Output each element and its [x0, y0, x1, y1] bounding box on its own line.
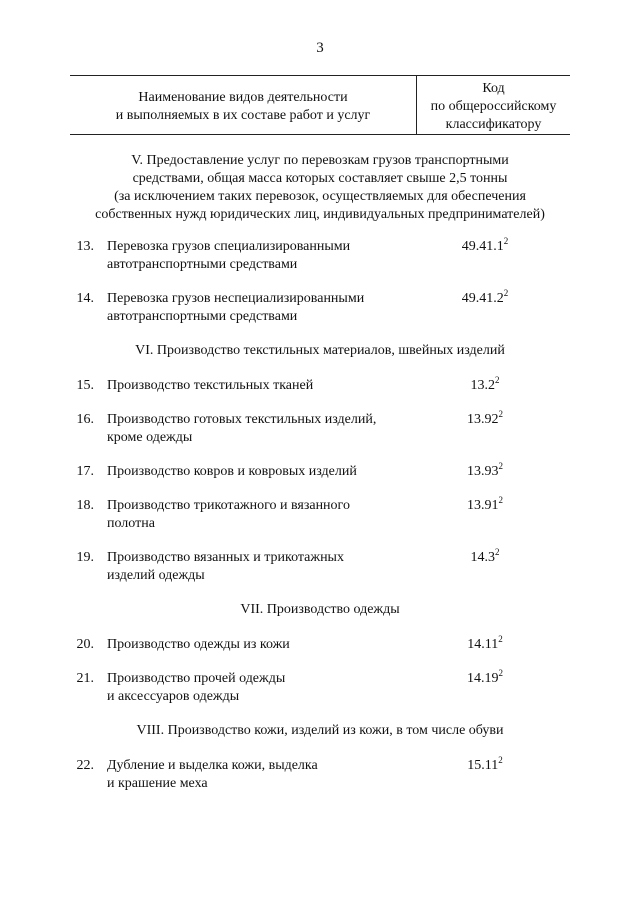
item-name	[107, 411, 437, 447]
header-code-line: по общероссийскому	[430, 99, 557, 114]
item-code	[430, 238, 540, 256]
item-name-line: изделий одежды	[107, 568, 205, 583]
item-code	[430, 377, 540, 395]
header-code-line: Код	[482, 81, 505, 96]
item-name-line: Производство ковров и ковровых изделий	[107, 464, 357, 479]
section-title-line: V. Предоставление услуг по перевозкам грузов транспортными	[131, 153, 509, 168]
page-number: 3	[316, 40, 324, 56]
section-title-v	[70, 152, 570, 224]
item-name	[107, 549, 437, 585]
section-title-line: средствами, общая масса которых составляет свыше 2,5 тонны	[132, 171, 508, 186]
item-code-value: 14.19	[467, 671, 499, 686]
item-code-value: 13.92	[467, 412, 499, 427]
item-number: 21.	[76, 671, 94, 686]
item-code	[430, 290, 540, 308]
item-number: 22.	[76, 758, 94, 773]
section-title-line: VI. Производство текстильных материалов, швейных изделий	[135, 343, 505, 358]
section-title-vi	[70, 342, 570, 360]
footnote-mark: 2	[495, 547, 500, 557]
item-name-line: и крашение меха	[107, 776, 208, 791]
item-number: 20.	[76, 637, 94, 652]
item-name-line: Производство трикотажного и вязанного	[107, 498, 350, 513]
footnote-mark: 2	[495, 375, 500, 385]
footnote-mark: 2	[498, 634, 503, 644]
footnote-mark: 2	[498, 495, 503, 505]
item-name-line: автотранспортными средствами	[107, 309, 298, 324]
item-name	[107, 757, 437, 793]
item-number: 14.	[76, 291, 94, 306]
item-number: 17.	[76, 464, 94, 479]
item-number: 18.	[76, 498, 94, 513]
item-code	[430, 636, 540, 654]
item-number: 16.	[76, 412, 94, 427]
item-code	[430, 497, 540, 515]
item-name	[107, 670, 437, 706]
section-title-vii	[70, 601, 570, 619]
footnote-mark: 2	[498, 755, 503, 765]
table-header	[70, 75, 570, 135]
header-code-line: классификатору	[445, 117, 542, 132]
item-name-line: Производство готовых текстильных изделий,	[107, 412, 377, 427]
header-code-column	[417, 80, 570, 134]
item-code	[430, 757, 540, 775]
item-name	[107, 463, 437, 481]
item-name-line: полотна	[107, 516, 155, 531]
item-name-line: Перевозка грузов специализированными	[107, 239, 351, 254]
item-code	[430, 670, 540, 688]
item-name-line: Производство текстильных тканей	[107, 378, 314, 393]
footnote-mark: 2	[498, 461, 503, 471]
item-number: 15.	[76, 378, 94, 393]
item-number: 13.	[76, 239, 94, 254]
footnote-mark: 2	[503, 288, 509, 298]
item-number: 19.	[76, 550, 94, 565]
footnote-mark: 2	[498, 668, 503, 678]
header-name-line: Наименование видов деятельности	[138, 90, 348, 105]
item-name-line: Производство вязанных и трикотажных	[107, 550, 344, 565]
section-title-line: (за исключением таких перевозок, осуществляемых для обеспечения	[114, 189, 526, 204]
section-title-line: VII. Производство одежды	[240, 602, 400, 617]
item-name	[107, 636, 437, 654]
item-name-line: Производство прочей одежды	[107, 671, 286, 686]
item-code	[430, 463, 540, 481]
section-title-viii	[70, 722, 570, 740]
item-name-line: Производство одежды из кожи	[107, 637, 290, 652]
item-name-line: и аксессуаров одежды	[107, 689, 240, 704]
section-title-line: VIII. Производство кожи, изделий из кожи, в том числе обуви	[136, 723, 504, 738]
item-name-line: Дубление и выделка кожи, выделка	[107, 758, 318, 773]
item-code-value: 14.3	[470, 550, 495, 565]
footnote-mark: 2	[503, 236, 509, 246]
item-code-value: 49.41.1	[461, 239, 504, 254]
item-code	[430, 549, 540, 567]
item-name-line: автотранспортными средствами	[107, 257, 298, 272]
item-name	[107, 290, 437, 326]
item-name-line: кроме одежды	[107, 430, 193, 445]
item-code-value: 13.2	[470, 378, 495, 393]
section-title-line: собственных нужд юридических лиц, индивидуальных предпринимателей)	[95, 207, 545, 222]
item-code	[430, 411, 540, 429]
item-code-value: 13.91	[467, 498, 499, 513]
footnote-mark: 2	[498, 409, 503, 419]
item-code-value: 49.41.2	[461, 291, 504, 306]
item-name-line: Перевозка грузов неспециализированными	[107, 291, 365, 306]
header-name-line: и выполняемых в их составе работ и услуг	[115, 108, 371, 123]
item-code-value: 15.11	[467, 758, 499, 773]
item-name	[107, 497, 437, 533]
item-name	[107, 238, 437, 274]
header-name-column	[70, 89, 416, 125]
item-code-value: 14.11	[467, 637, 499, 652]
item-code-value: 13.93	[467, 464, 499, 479]
item-name	[107, 377, 437, 395]
